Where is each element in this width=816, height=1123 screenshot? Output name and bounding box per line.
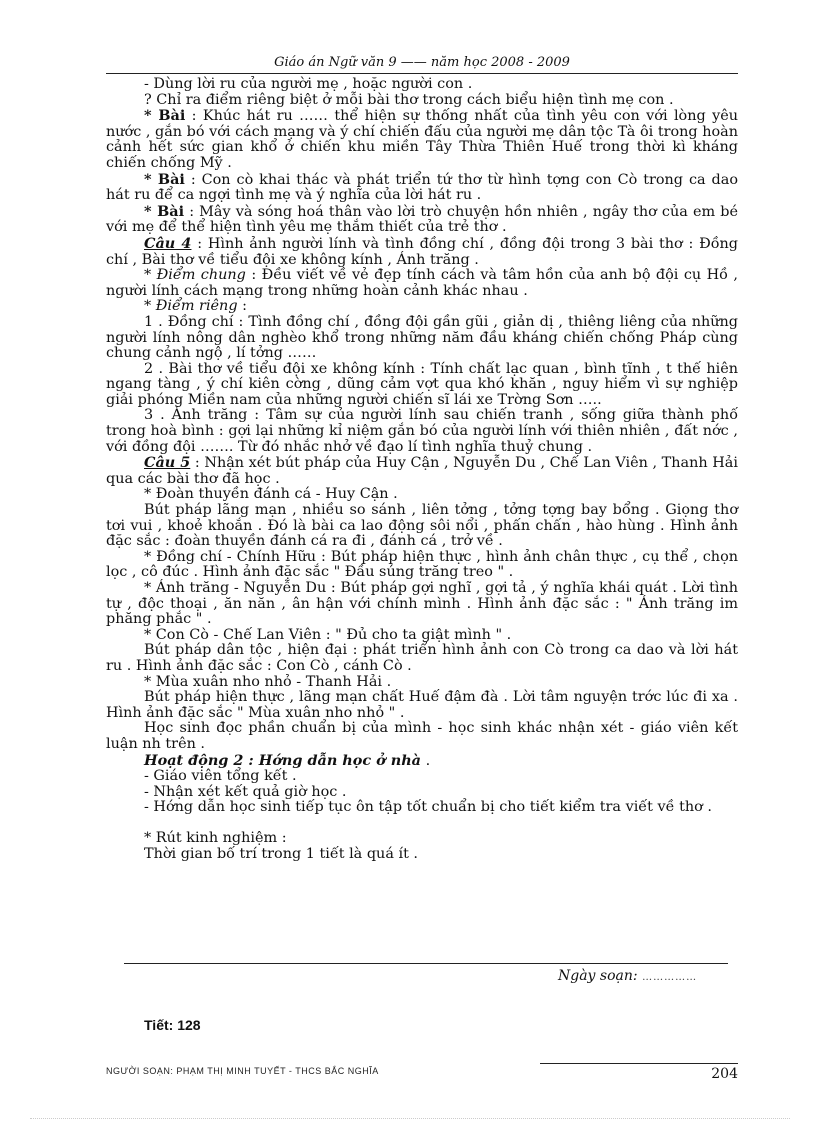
- label: * Bài: [144, 202, 185, 220]
- paragraph: Thời gian bố trí trong 1 tiết là quá ít .: [144, 845, 419, 862]
- paragraph: * Rút kinh nghiệm :: [144, 829, 287, 846]
- paragraph: * Đồng chí - Chính Hữu : Bút pháp hiện thực , hình ảnh chân thực , cụ thể , chọn lọc , cô đúc . Hình ảnh đặc sắc " Đầu súng trăng treo " .: [106, 548, 738, 581]
- footer-author: NGƯỜI SOẠN: PHẠM THỊ MINH TUYẾT - THCS BẮC NGHĨA: [106, 1066, 379, 1076]
- spacer: [106, 816, 738, 831]
- paragraph: [106, 268, 738, 299]
- paragraph: - Dùng lời ru của người mẹ , hoặc người con .: [144, 76, 473, 92]
- paragraph: * Con Cò - Chế Lan Viên : " Đủ cho ta giật mình " .: [144, 626, 512, 643]
- header-title: Giáo án Ngữ văn 9 —— năm học 2008 - 2009: [274, 55, 570, 70]
- diem-chung-label: * Điểm chung: [144, 267, 246, 284]
- text: .: [421, 752, 431, 769]
- list-item: - Nhận xét kết quả giờ học .: [144, 783, 347, 800]
- paragraph: 1 . Đồng chí : Tình đồng chí , đồng đội gần gũi , giản dị , thiêng liêng của những người lính nông dân nghèo khổ trong những năm đầu kháng chiến chống Pháp cùng chung cảnh ngộ , lí tởng ……: [106, 313, 738, 362]
- activity-heading: [106, 753, 738, 770]
- document-body: [106, 77, 738, 862]
- question: ? Chỉ ra điểm riêng biệt ở mỗi bài thơ trong cách biểu hiện tình mẹ con .: [144, 91, 674, 108]
- paragraph: [106, 172, 738, 204]
- text: : Nhận xét bút pháp của Huy Cận , Nguyễn Du , Chế Lan Viên , Thanh Hải qua các bài thơ đã học .: [106, 455, 738, 487]
- cau4-label: Câu 4: [144, 234, 192, 252]
- date-line: [558, 968, 697, 984]
- question-5: [106, 455, 738, 487]
- question-4: [106, 236, 738, 268]
- paragraph: [106, 204, 738, 236]
- page-edge: [30, 1118, 790, 1119]
- paragraph: 3 . Ánh trăng : Tâm sự của người lính sau chiến tranh , sống giữa thành phố trong hoà bình : gợi lại những kỉ niệm gắn bó của người lính với thiên nhiên , đất nớc , với đồng đội ……. Từ đó nhắc nhở về đạo lí tình nghĩa thuỷ chung .: [106, 407, 738, 455]
- paragraph: * Mùa xuân nho nhỏ - Thanh Hải .: [144, 673, 392, 690]
- date-label: Ngày soạn:: [558, 968, 638, 984]
- paragraph: * Ánh trăng - Nguyễn Du : Bút pháp gợi nghĩ , gợi tả , ý nghĩa khái quát . Lời tình tự , độc thoại , ăn năn , ân hận với chính mình . Hình ảnh đặc sắc : " Ánh trăng im phăng phắc " .: [106, 580, 738, 628]
- text: : Đều viết về vẻ đẹp tính cách và tâm hồn của anh bộ đội cụ Hồ , người lính cách mạng trong những hoàn cảnh khác nhau .: [106, 267, 739, 299]
- paragraph: * Đoàn thuyền đánh cá - Huy Cận .: [144, 486, 398, 503]
- date-dots: ……………: [642, 972, 698, 983]
- header-rule: [106, 73, 738, 74]
- text: : Con cò khai thác và phát triển tứ thơ từ hình tợng con Cò trong ca dao hát ru để ca ngợi tình mẹ và ý nghĩa của lời hát ru .: [106, 171, 738, 204]
- list-item: - Hớng dẫn học sinh tiếp tục ôn tập tốt chuẩn bị cho tiết kiểm tra viết về thơ .: [144, 799, 712, 816]
- text: :: [237, 298, 247, 315]
- page-number: 204: [711, 1066, 738, 1082]
- paragraph: [106, 108, 738, 171]
- section-divider: [124, 963, 728, 964]
- label: * Bài: [144, 170, 185, 188]
- paragraph: Bút pháp hiện thực , lãng mạn chất Huế đậm đà . Lời tâm nguyện trớc lúc đi xa . Hình ảnh đặc sắc " Mùa xuân nho nhỏ " .: [106, 689, 738, 721]
- paragraph: Bút pháp lãng mạn , nhiều so sánh , liên tởng , tởng tợng bay bổng . Giọng thơ tơi vui , khoẻ khoắn . Đó là bài ca lao động sôi nổi , phấn chấn , hào hùng . Hình ảnh đặc sắc : đoàn thuyền đánh cá ra đi , đánh cá , trở về .: [106, 502, 738, 550]
- text: : Hình ảnh người lính và tình đồng chí , đồng đội trong 3 bài thơ : Đồng chí , Bài thơ về tiểu đội xe không kính , Ánh trăng .: [106, 235, 738, 268]
- label: * Bài: [144, 107, 186, 125]
- paragraph: Bút pháp dân tộc , hiện đại : phát triển hình ảnh con Cò trong ca dao và lời hát ru . Hình ảnh đặc sắc : Con Cò , cánh Cò .: [106, 642, 738, 674]
- footer-rule: [540, 1063, 738, 1064]
- text: : Mây và sóng hoá thân vào lời trò chuyện hồn nhiên , ngây thơ của em bé với mẹ để thể hiện tình yêu mẹ thắm thiết của trẻ thơ .: [106, 203, 738, 236]
- list-item: - Giáo viên tổng kết .: [144, 768, 297, 785]
- paragraph: Học sinh đọc phần chuẩn bị của mình - học sinh khác nhận xét - giáo viên kết luận nh trên .: [106, 720, 738, 752]
- paragraph: [106, 299, 738, 315]
- text: : Khúc hát ru …… thể hiện sự thống nhất của tình yêu con với lòng yêu nước , gắn bó với cách mạng và ý chí chiến đấu của người mẹ dân tộc Tà ôi trong hoàn cảnh hết sức gian khổ ở chiến khu miền Tây Thừa Thiên Huế trong thời kì kháng chiến chống Mỹ .: [106, 108, 738, 171]
- diem-rieng-label: * Điểm riêng: [144, 298, 238, 315]
- paragraph: 2 . Bài thơ về tiểu đội xe không kính : Tính chất lạc quan , bình tĩnh , t thế hiên ngang tàng , ý chí kiên cờng , dũng cảm vợt qua khó khăn , nguy hiểm vì sự nghiệp giải phóng Miền nam của những người chiến sĩ lái xe Trờng Sơn …..: [106, 360, 738, 408]
- activity-title: Hoạt động 2 : Hớng dẫn học ở nhà: [144, 751, 421, 769]
- page-header: [106, 53, 738, 75]
- lesson-number: Tiết: 128: [144, 1017, 201, 1033]
- cau5-label: Câu 5: [144, 454, 191, 472]
